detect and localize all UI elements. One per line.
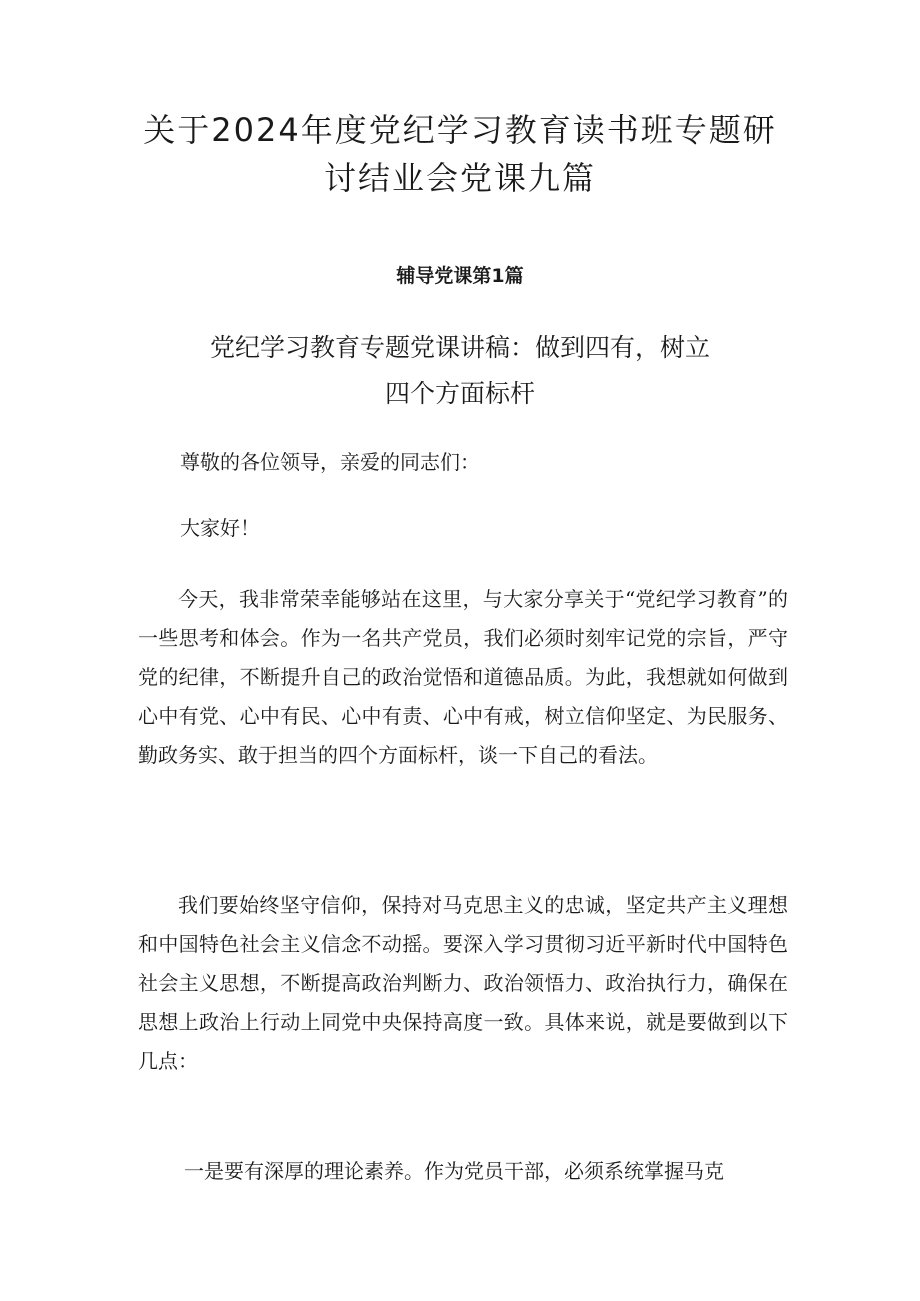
section-label: 辅导党课第1篇 [396,265,524,287]
lecture-heading-line-2: 四个方面标杆 [384,379,535,408]
greeting: 大家好！ [180,516,260,540]
document-title-line-1: 关于2024年度党纪学习教育读书班专题研 [143,111,777,149]
body-paragraph: 一是要有深厚的理论素养。作为党员干部，必须系统掌握马克 [184,1159,724,1183]
salutation: 尊敬的各位领导，亲爱的同志们： [180,450,480,474]
body-paragraph: 今天，我非常荣幸能够站在这里，与大家分享关于“党纪学习教育”的一些思考和体会。作为一名共产党员，我们必须时刻牢记党的宗旨，严守党的纪律，不断提升自己的政治觉悟和道德品质。为此，我想就如何做到心中有党、心中有民、心中有责、心中有戒，树立信仰坚定、为民服务、勤政务实、敢于担当的四个方面标杆，谈一下自己的看法。 [138,587,788,767]
document-title-line-2: 讨结业会党课九篇 [323,159,596,197]
lecture-heading-line-1: 党纪学习教育专题党课讲稿：做到四有，树立 [209,333,710,362]
body-paragraph: 我们要始终坚守信仰，保持对马克思主义的忠诚，坚定共产主义理想和中国特色社会主义信念不动摇。要深入学习贯彻习近平新时代中国特色社会主义思想，不断提高政治判断力、政治领悟力、政治执行力，确保在思想上政治上行动上同党中央保持高度一致。具体来说，就是要做到以下几点： [138,893,788,1073]
